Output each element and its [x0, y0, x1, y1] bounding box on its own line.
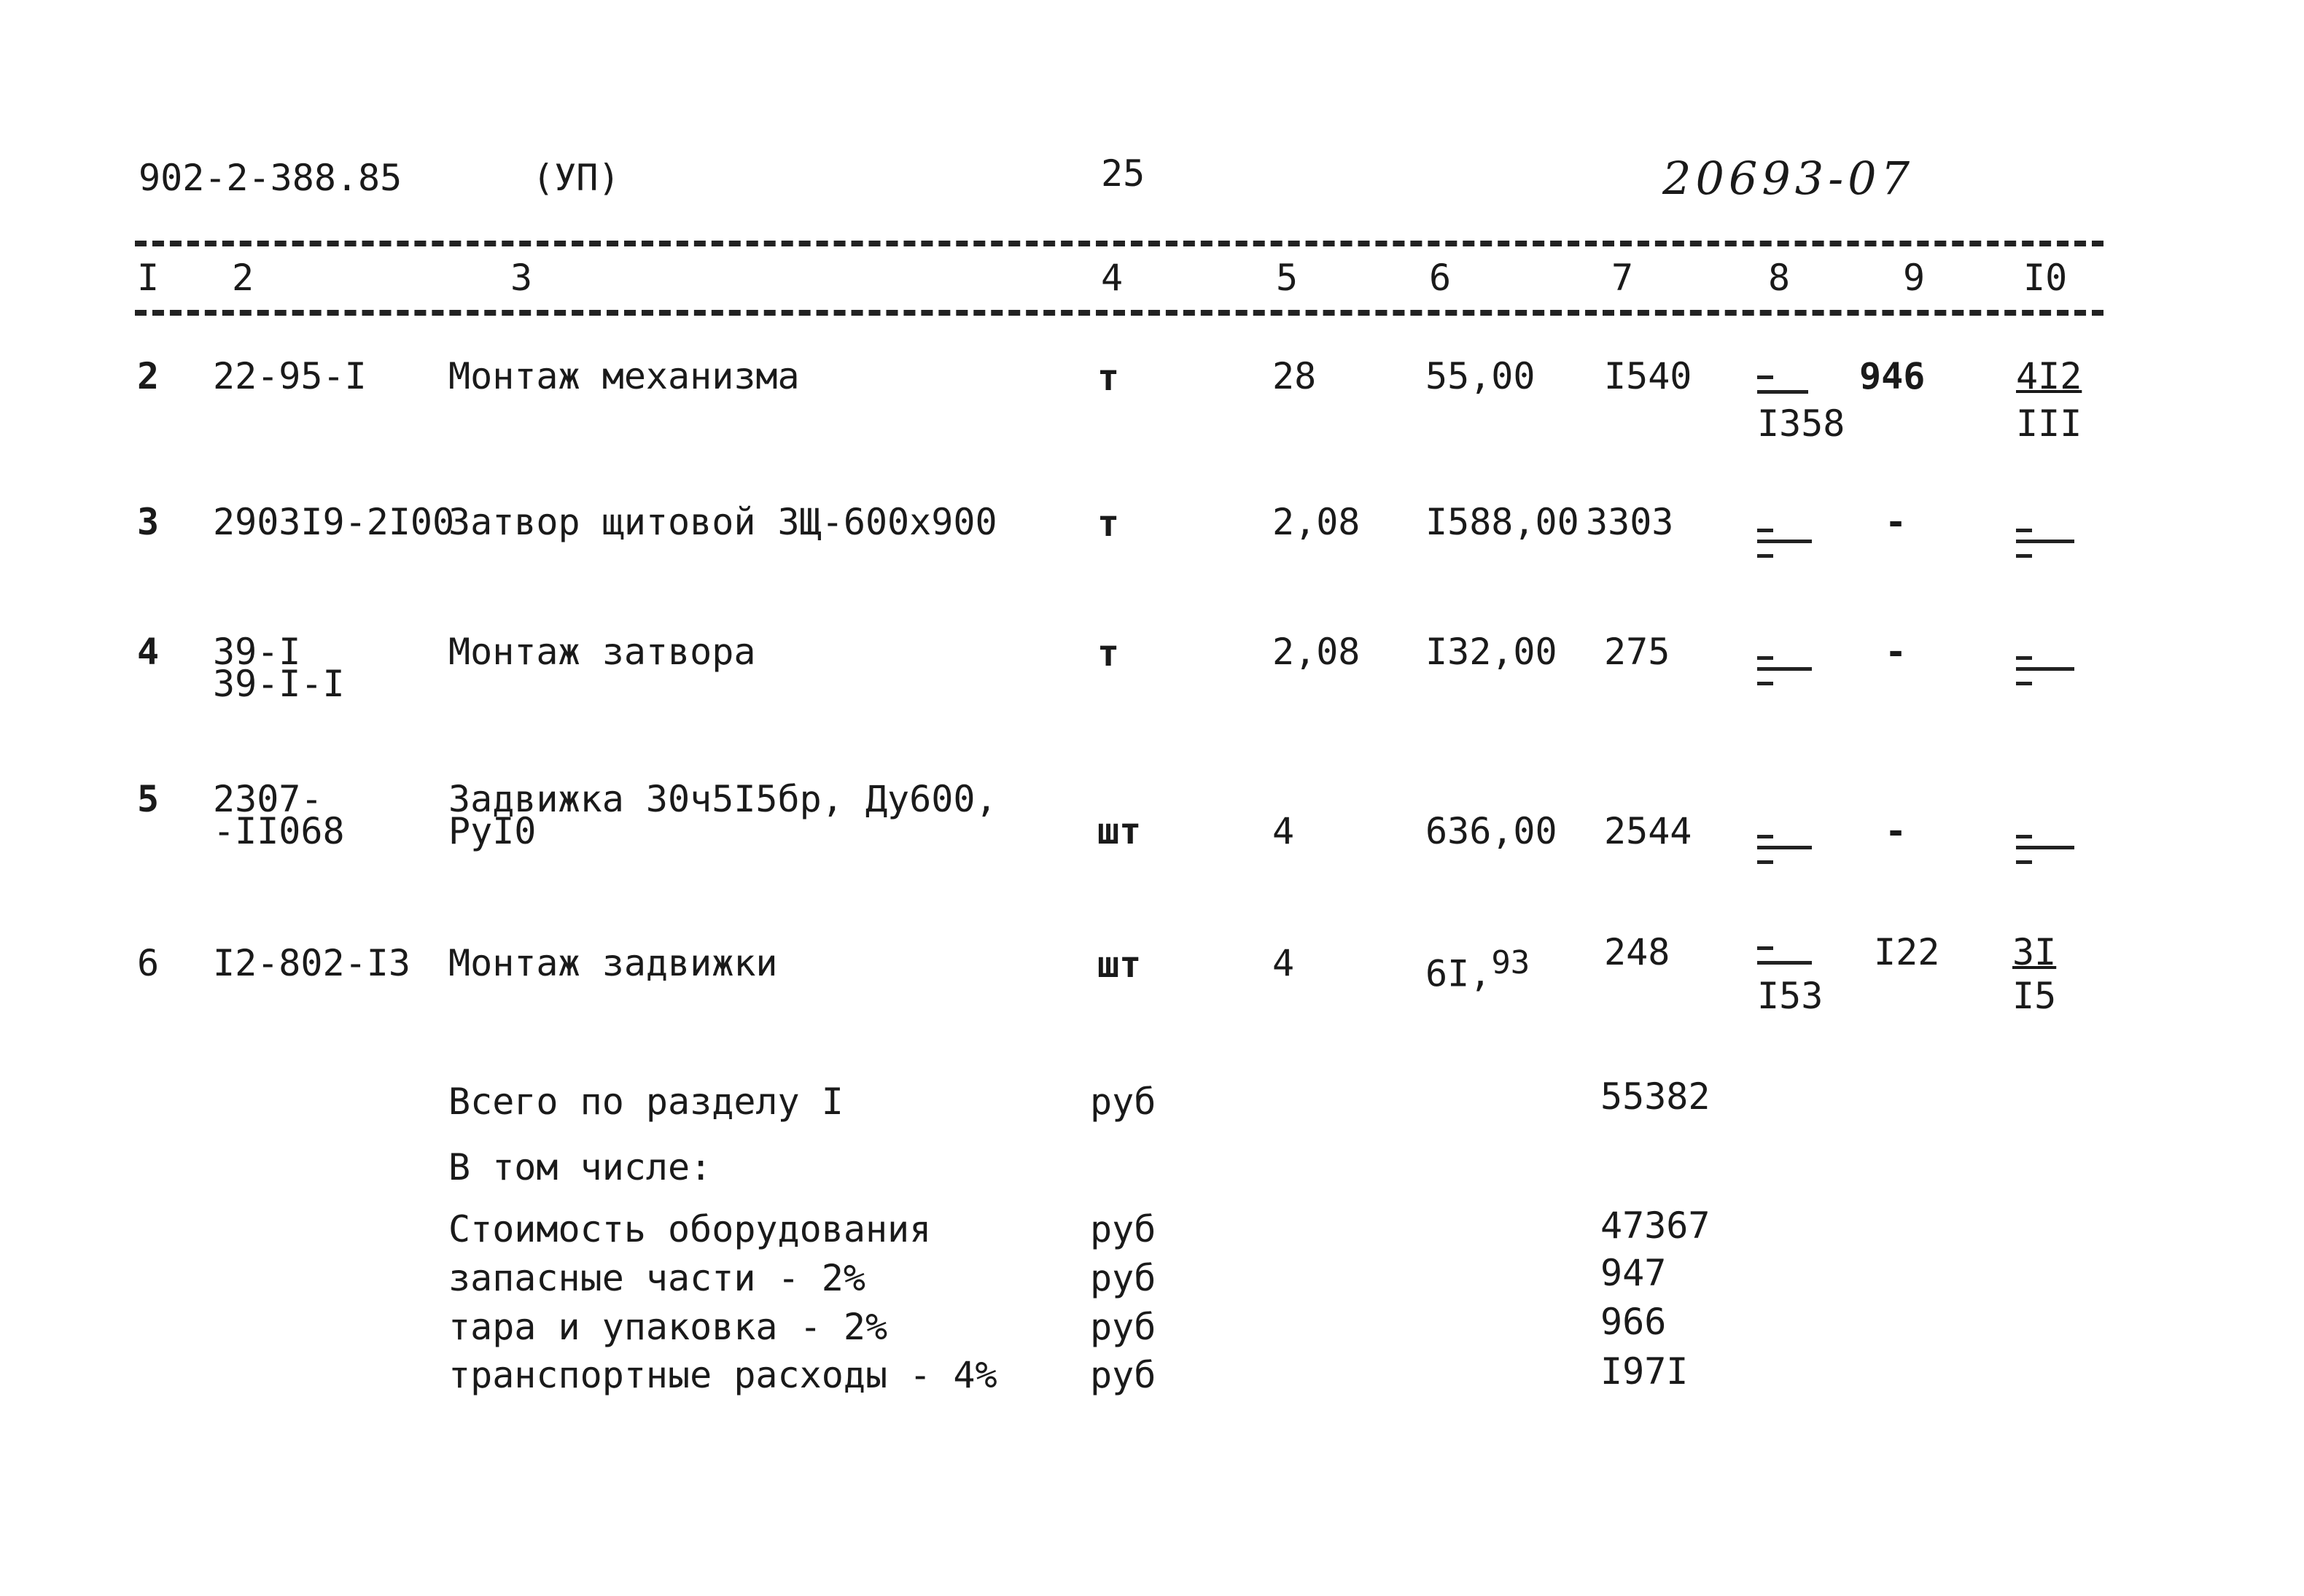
- row-price: 636,00: [1425, 810, 1557, 852]
- row-price: [1425, 944, 1530, 993]
- row-col10-top: 3I: [2012, 931, 2057, 973]
- row-number: 3: [137, 501, 160, 543]
- fraction-bar: [1757, 390, 1808, 394]
- summary-unit: руб: [1090, 1354, 1156, 1396]
- row-code: 2903I9-2I00: [213, 501, 455, 543]
- ditto-mark: [1757, 835, 1773, 838]
- document-code: 902-2-388.85: [139, 157, 402, 199]
- row-total: 2544: [1604, 810, 1692, 852]
- summary-unit: руб: [1090, 1306, 1156, 1348]
- row-col9: -: [1885, 631, 1907, 673]
- row-number: 2: [137, 355, 160, 397]
- section-mark: (УП): [532, 157, 620, 199]
- row-price: I32,00: [1425, 631, 1557, 673]
- summary-label: запасные части - 2%: [448, 1257, 865, 1299]
- row-col10-top: 4I2: [2016, 355, 2082, 397]
- ditto-mark: [2016, 682, 2032, 685]
- ditto-mark: [2016, 656, 2032, 660]
- ditto-mark: [2016, 554, 2032, 558]
- ditto-mark: [1757, 540, 1812, 543]
- row-quantity: 2,08: [1272, 631, 1361, 673]
- row-code: 2307-: [213, 778, 323, 820]
- column-header-5: 5: [1276, 257, 1299, 299]
- price-main: 6I,: [1425, 952, 1492, 995]
- row-unit: шт: [1097, 943, 1142, 986]
- ditto-mark: [1757, 682, 1773, 685]
- ditto-mark: [1757, 860, 1773, 864]
- row-code: 22-95-I: [213, 355, 367, 397]
- page-number: 25: [1101, 152, 1145, 195]
- row-total: I540: [1604, 355, 1692, 397]
- summary-label: Стоимость оборудования: [448, 1208, 932, 1250]
- row-number: 4: [137, 631, 160, 673]
- row-col8-bottom: I53: [1757, 975, 1824, 1017]
- ditto-mark: [2016, 860, 2032, 864]
- summary-unit: руб: [1090, 1208, 1156, 1250]
- column-header-4: 4: [1101, 257, 1124, 299]
- fraction-bar: [1757, 961, 1812, 965]
- row-name-line-2: РуI0: [448, 810, 537, 852]
- summary-label: Всего по разделу I: [448, 1081, 844, 1123]
- ditto-mark: [1757, 667, 1812, 671]
- column-header-8: 8: [1768, 257, 1791, 299]
- row-col10-bottom: III: [2016, 402, 2082, 445]
- dash-mark: [1757, 375, 1773, 379]
- summary-value: 47367: [1600, 1204, 1711, 1247]
- column-header-3: 3: [510, 257, 533, 299]
- row-col9: 946: [1859, 355, 1926, 397]
- header-top-rule: [135, 241, 2103, 246]
- row-col9: I22: [1874, 931, 1940, 973]
- column-header-1: I: [137, 257, 160, 299]
- summary-label: В том числе:: [448, 1146, 712, 1188]
- row-total: 3303: [1586, 501, 1674, 543]
- summary-value: 947: [1600, 1252, 1667, 1294]
- summary-value: 966: [1600, 1301, 1667, 1343]
- row-quantity: 4: [1272, 942, 1295, 984]
- row-name: Задвижка 30ч5I5бр, Ду600,: [448, 778, 997, 820]
- row-col9: -: [1885, 810, 1907, 852]
- row-total: 275: [1604, 631, 1670, 673]
- row-col8-bottom: I358: [1757, 402, 1845, 445]
- summary-unit: руб: [1090, 1081, 1156, 1123]
- row-price: I588,00: [1425, 501, 1579, 543]
- ditto-mark: [1757, 846, 1812, 849]
- row-code-line-2: 39-I-I: [213, 663, 345, 705]
- row-unit: т: [1097, 632, 1120, 674]
- column-header-2: 2: [232, 257, 254, 299]
- row-col9: -: [1885, 501, 1907, 543]
- price-superscript: 93: [1491, 944, 1530, 981]
- row-name: Монтаж механизма: [448, 355, 800, 397]
- summary-label: тара и упаковка - 2%: [448, 1306, 888, 1348]
- row-code: 39-I: [213, 631, 301, 673]
- summary-value: I97I: [1600, 1350, 1689, 1393]
- ditto-mark: [1757, 554, 1773, 558]
- row-name: Монтаж затвора: [448, 631, 756, 673]
- row-name: Монтаж задвижки: [448, 942, 778, 984]
- row-col10-bottom: I5: [2012, 975, 2057, 1017]
- row-unit: т: [1097, 357, 1120, 399]
- row-number: 5: [137, 778, 160, 820]
- column-header-10: I0: [2023, 257, 2068, 299]
- header-bottom-rule: [135, 310, 2103, 316]
- summary-value: 55382: [1600, 1075, 1711, 1118]
- row-unit: т: [1097, 502, 1120, 545]
- row-quantity: 4: [1272, 810, 1295, 852]
- ditto-mark: [2016, 835, 2032, 838]
- column-header-9: 9: [1903, 257, 1926, 299]
- row-quantity: 2,08: [1272, 501, 1361, 543]
- ditto-mark: [1757, 656, 1773, 660]
- row-number: 6: [137, 942, 160, 984]
- row-unit: шт: [1097, 810, 1142, 852]
- summary-label: транспортные расходы - 4%: [448, 1354, 997, 1396]
- row-name: Затвор щитовой ЗЩ-600х900: [448, 501, 997, 543]
- summary-unit: руб: [1090, 1257, 1156, 1299]
- ditto-mark: [1757, 529, 1773, 532]
- row-code: I2-802-I3: [213, 942, 410, 984]
- row-price: 55,00: [1425, 355, 1536, 397]
- handwritten-inventory-number: 20693-07: [1662, 152, 1915, 205]
- ditto-mark: [2016, 667, 2074, 671]
- column-header-6: 6: [1429, 257, 1452, 299]
- column-header-7: 7: [1611, 257, 1634, 299]
- row-code-line-2: -II068: [213, 810, 345, 852]
- ditto-mark: [2016, 529, 2032, 532]
- dash-mark: [1757, 946, 1773, 950]
- ditto-mark: [2016, 540, 2074, 543]
- row-total: 248: [1604, 931, 1670, 973]
- row-quantity: 28: [1272, 355, 1317, 397]
- ditto-mark: [2016, 846, 2074, 849]
